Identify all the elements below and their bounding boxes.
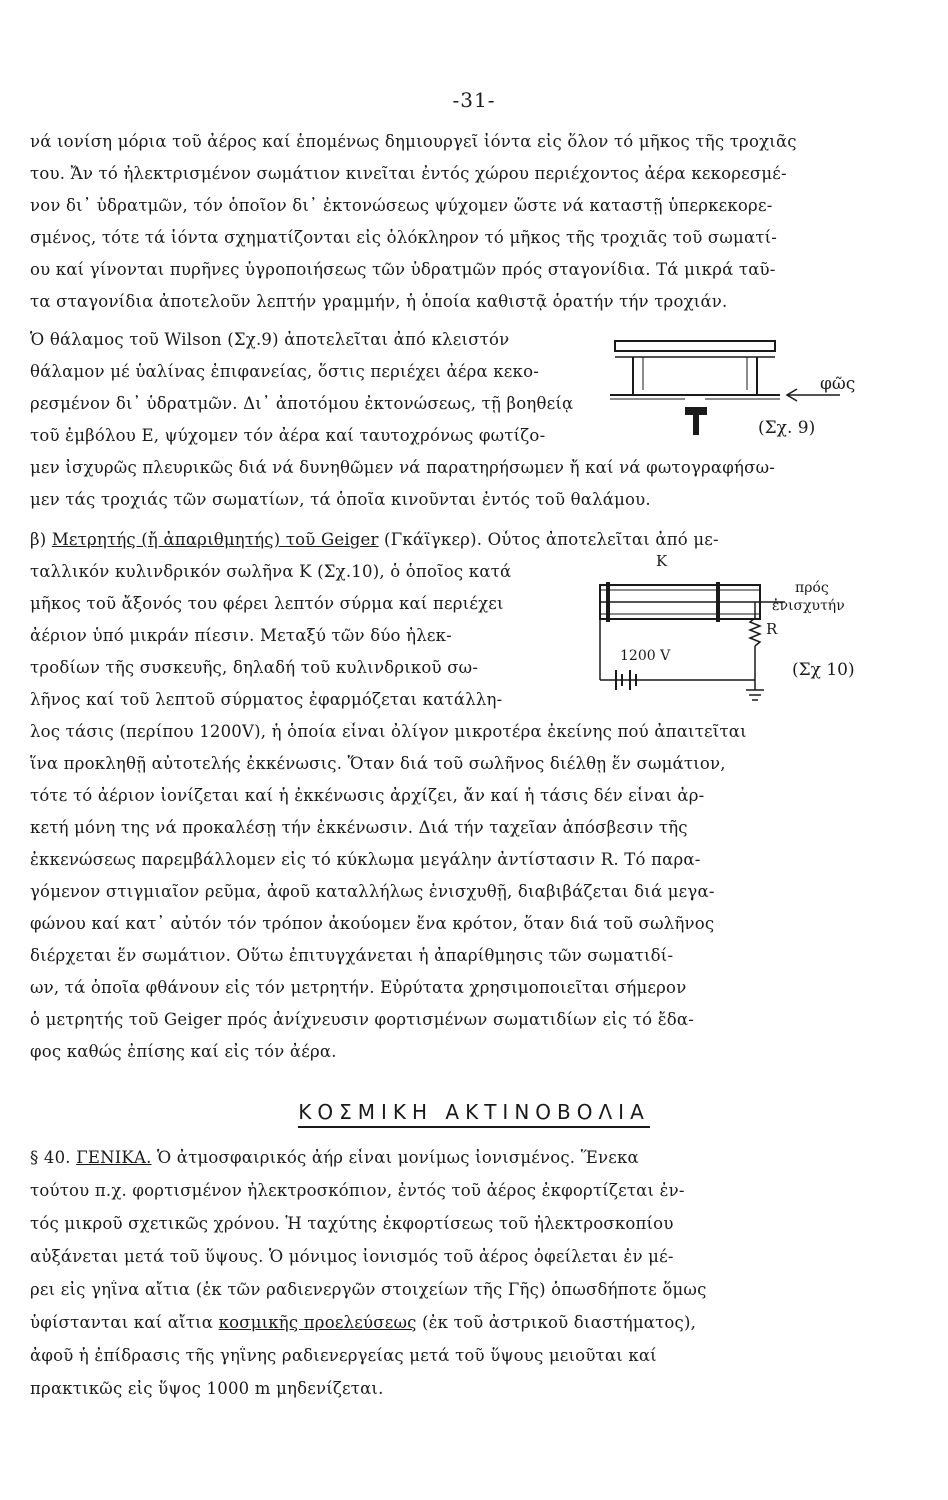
text-line: ταλλικόν κυλινδρικόν σωλῆνα Κ (Σχ.10), ὁ ὁποῖος κατά	[30, 562, 512, 581]
text-line: μῆκος τοῦ ἄξονός του φέρει λεπτόν σύρμα καί περιέχει	[30, 594, 504, 613]
text-segment: (Γκάϊγκερ). Οὗτος ἀποτελεῖται ἀπό με-	[378, 530, 719, 549]
section-title-text: ΚΟΣΜΙΚΗ ΑΚΤΙΝΟΒΟΛΙΑ	[298, 1100, 650, 1128]
text-line: γόμενον στιγμιαῖον ρεῦμα, ἀφοῦ καταλλήλως ἐνισχυθῇ, διαβιβάζεται διά μεγα-	[30, 882, 715, 901]
text-line: πρακτικῶς εἰς ὕψος 1000 m μηδενίζεται.	[30, 1379, 384, 1398]
text-line: τοῦ ἐμβόλου Ε, ψύχομεν τόν ἀέρα καί ταυτοχρόνως φωτίζο-	[30, 426, 546, 445]
text-line: λῆνος καί τοῦ λεπτοῦ σύρματος ἐφαρμόζεται κατάλλη-	[30, 690, 503, 709]
figure-10-voltage-label: 1200 V	[620, 648, 671, 664]
cosmic-origin-line	[30, 1313, 920, 1332]
text-line: κετή μόνη της νά προκαλέσῃ τήν ἐκκένωσιν. Διά τήν ταχεῖαν ἀπόσβεσιν τῆς	[30, 818, 688, 837]
geiger-heading: Μετρητής (ἤ ἀπαριθμητής) τοῦ Geiger	[51, 530, 379, 549]
figure-10-resistor-label: R	[766, 620, 778, 638]
text-line: μεν τάς τροχιάς τῶν σωματίων, τά ὁποῖα κινοῦνται ἐντός τοῦ θαλάμου.	[30, 490, 651, 509]
text-line: ων, τά ὁποῖα φθάνουν εἰς τόν μετρητήν. Εὐρύτατα χρησιμοποιεῖται σήμερον	[30, 978, 687, 997]
geiger-counter-drawing	[590, 570, 790, 720]
text-line: τούτου π.χ. φορτισμένον ἠλεκτροσκόπιον, ἐντός τοῦ ἀέρος ἐκφορτίζεται ἐν-	[30, 1181, 685, 1200]
text-line: ρει εἰς γηΐνα αἴτια (ἐκ τῶν ραδιενεργῶν στοιχείων τῆς Γῆς) ὁπωσδήποτε ὅμως	[30, 1280, 707, 1299]
text-line: θάλαμον μέ ὑαλίνας ἐπιφανείας, ὅστις περιέχει ἀέρα κεκο-	[30, 362, 539, 381]
section-title	[0, 1100, 948, 1124]
text-line: μεν ἰσχυρῶς πλευρικῶς διά νά δυνηθῶμεν νά παρατηρήσωμεν ἤ καί νά φωτογραφήσω-	[30, 458, 776, 477]
cosmic-origin-phrase: κοσμικῆς προελεύσεως	[218, 1313, 417, 1332]
text-line: αὐξάνεται μετά τοῦ ὕψους. Ὁ μόνιμος ἰονισμός τοῦ ἀέρος ὀφείλεται ἐν μέ-	[30, 1247, 674, 1266]
text-segment: ὑφίστανται καί αἴτια	[30, 1313, 219, 1332]
figure-10-geiger-counter	[590, 570, 790, 720]
text-line: ἵνα προκληθῇ αὐτοτελής ἐκκένωσις. Ὅταν διά τοῦ σωλῆνος διέλθῃ ἕν σωμάτιον,	[30, 754, 726, 773]
item-marker: β)	[30, 530, 52, 549]
text-line: ἀφοῦ ἡ ἐπίδρασις τῆς γηΐνης ραδιενεργείας μετά τοῦ ὕψους μειοῦται καί	[30, 1346, 657, 1365]
text-line: ου καί γίνονται πυρῆνες ὑγροποιήσεως τῶν ὑδρατμῶν πρός σταγονίδια. Τά μικρά ταῦ-	[30, 260, 776, 279]
text-line: νά ιονίση μόρια τοῦ ἀέρος καί ἑπομένως δημιουργεῖ ἰόντα εἰς ὅλον τό μῆκος τῆς τροχιᾶς	[30, 132, 797, 151]
text-line: ρεσμένον δι᾽ ὑδρατμῶν. Δι᾽ ἀποτόμου ἐκτονώσεως, τῇ βοηθείᾳ	[30, 394, 574, 413]
section-name: ΓΕΝΙΚΑ.	[76, 1148, 152, 1167]
text-segment: Ὁ ἀτμοσφαιρικός ἀήρ εἶναι μονίμως ἰονισμένος. Ἕνεκα	[151, 1148, 639, 1167]
text-line: ἀέριον ὑπό μικράν πίεσιν. Μεταξύ τῶν δύο ἠλεκ-	[30, 626, 452, 645]
text-line: διέρχεται ἕν σωμάτιον. Οὕτω ἐπιτυγχάνεται ἡ ἀπαρίθμησις τῶν σωματιδί-	[30, 946, 674, 965]
text-line: τροδίων τῆς συσκευῆς, δηλαδή τοῦ κυλινδρικοῦ σω-	[30, 658, 479, 677]
text-line: φος καθώς ἐπίσης καί εἰς τόν ἀέρα.	[30, 1042, 337, 1061]
text-line: ἐκκενώσεως παρεμβάλλομεν εἰς τό κύκλωμα μεγάλην ἀντίστασιν R. Τό παρα-	[30, 850, 701, 869]
section-40-line	[30, 1148, 920, 1167]
text-line: τός μικροῦ σχετικῶς χρόνου. Ἡ ταχύτης ἐκφορτίσεως τοῦ ἠλεκτροσκοπίου	[30, 1214, 674, 1233]
text-line: τότε τό ἀέριον ἰονίζεται καί ἡ ἐκκένωσις ἀρχίζει, ἄν καί ἡ τάσις δέν εἶναι ἀρ-	[30, 786, 705, 805]
figure-9-light-label: φῶς	[820, 374, 856, 394]
figure-10-amplifier-label-1: πρός	[795, 580, 829, 596]
figure-10-amplifier-label-2: ἐνισχυτήν	[772, 598, 845, 614]
text-segment: (ἐκ τοῦ ἀστρικοῦ διαστήματος),	[416, 1313, 697, 1332]
geiger-heading-line	[30, 530, 920, 549]
page-number: -31-	[452, 88, 496, 112]
text-line: τα σταγονίδια ἀποτελοῦν λεπτήν γραμμήν, ἡ ὁποία καθιστᾷ ὁρατήν τήν τροχιάν.	[30, 292, 728, 311]
section-number: § 40.	[30, 1148, 77, 1167]
figure-10-tube-label: Κ	[656, 552, 668, 570]
text-line: σμένος, τότε τά ἰόντα σχηματίζονται εἰς ὁλόκληρον τό μῆκος τῆς τροχιᾶς τοῦ σωματί-	[30, 228, 778, 247]
text-line: φώνου καί κατ᾽ αὐτόν τόν τρόπον ἀκούομεν ἕνα κρότον, ὅταν διά τοῦ σωλῆνος	[30, 914, 715, 933]
text-line: λος τάσις (περίπου 1200V), ἡ ὁποία εἶναι ὀλίγον μικροτέρα ἐκείνης πού ἀπαιτεῖται	[30, 722, 747, 741]
text-line: του. Ἄν τό ἠλεκτρισμένον σωμάτιον κινεῖται ἐντός χώρου περιέχοντος ἀέρα κεκορεσμέ-	[30, 164, 787, 183]
figure-9-caption: (Σχ. 9)	[758, 418, 816, 438]
text-line: νον δι᾽ ὑδρατμῶν, τόν ὁποῖον δι᾽ ἐκτονώσεως ψύχομεν ὥστε νά καταστῇ ὑπερκεκορε-	[30, 196, 773, 215]
text-line: ὁ μετρητής τοῦ Geiger πρός ἀνίχνευσιν φορτισμένων σωματιδίων εἰς τό ἔδα-	[30, 1010, 695, 1029]
figure-10-caption: (Σχ 10)	[792, 660, 855, 680]
text-line: Ὁ θάλαμος τοῦ Wilson (Σχ.9) ἀποτελεῖται ἀπό κλειστόν	[30, 330, 510, 349]
